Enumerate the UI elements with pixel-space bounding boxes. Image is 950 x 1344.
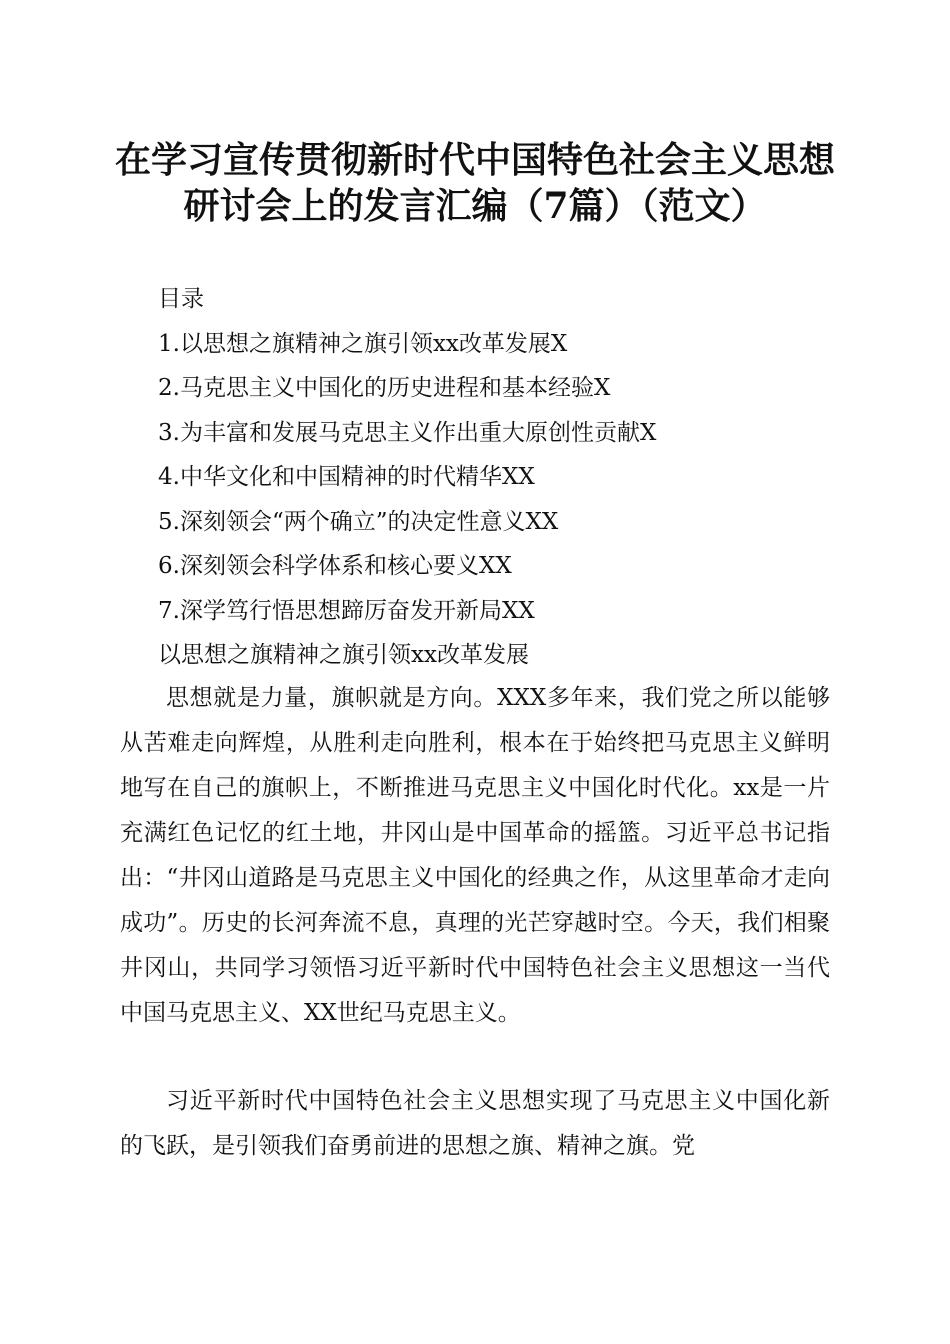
section-heading: 以思想之旗精神之旗引领xx改革发展 — [158, 642, 529, 668]
toc-item: 5.深刻领会“两个确立”的决定性意义XX — [158, 508, 559, 535]
body-paragraph: 习近平新时代中国特色社会主义思想实现了马克思主义中国化新的飞跃，是引领我们奋勇前进的思想之旗、精神之旗。党 — [120, 1088, 830, 1159]
body-paragraph: 思想就是力量，旗帜就是方向。XXX多年来，我们党之所以能够从苦难走向辉煌，从胜利走向胜利，根本在于始终把马克思主义鲜明地写在自己的旗帜上，不断推进马克思主义中国化时代化。xx是一片充满红色记忆的红土地，井冈山是中国革命的摇篮。习近平总书记指出：“井冈山道路是马克思主义中国化的经典之作，从这里革命才走向成功”。历史的长河奔流不息，真理的光芒穿越时空。今天，我们相聚井冈山，共同学习领悟习近平新时代中国特色社会主义思想这一当代中国马克思主义、XX世纪马克思主义。 — [120, 685, 830, 1026]
toc-item: 2.马克思主义中国化的历史进程和基本经验X — [158, 375, 611, 401]
toc-heading: 目录 — [158, 286, 204, 312]
document-title-line-1: 在学习宣传贯彻新时代中国特色社会主义思想 — [114, 139, 835, 181]
toc-item: 6.深刻领会科学体系和核心要义XX — [158, 553, 512, 579]
toc-item: 3.为丰富和发展马克思主义作出重大原创性贡献X — [158, 419, 657, 446]
toc-item: 7.深学笃行悟思想蹄厉奋发开新局XX — [158, 597, 535, 624]
table-of-contents — [158, 277, 858, 633]
toc-item: 4.中华文化和中国精神的时代精华XX — [158, 464, 535, 490]
toc-item: 1.以思想之旗精神之旗引领xx改革发展X — [158, 330, 568, 357]
document-title-line-2: 研讨会上的发言汇编（7篇）（范文） — [183, 185, 767, 227]
